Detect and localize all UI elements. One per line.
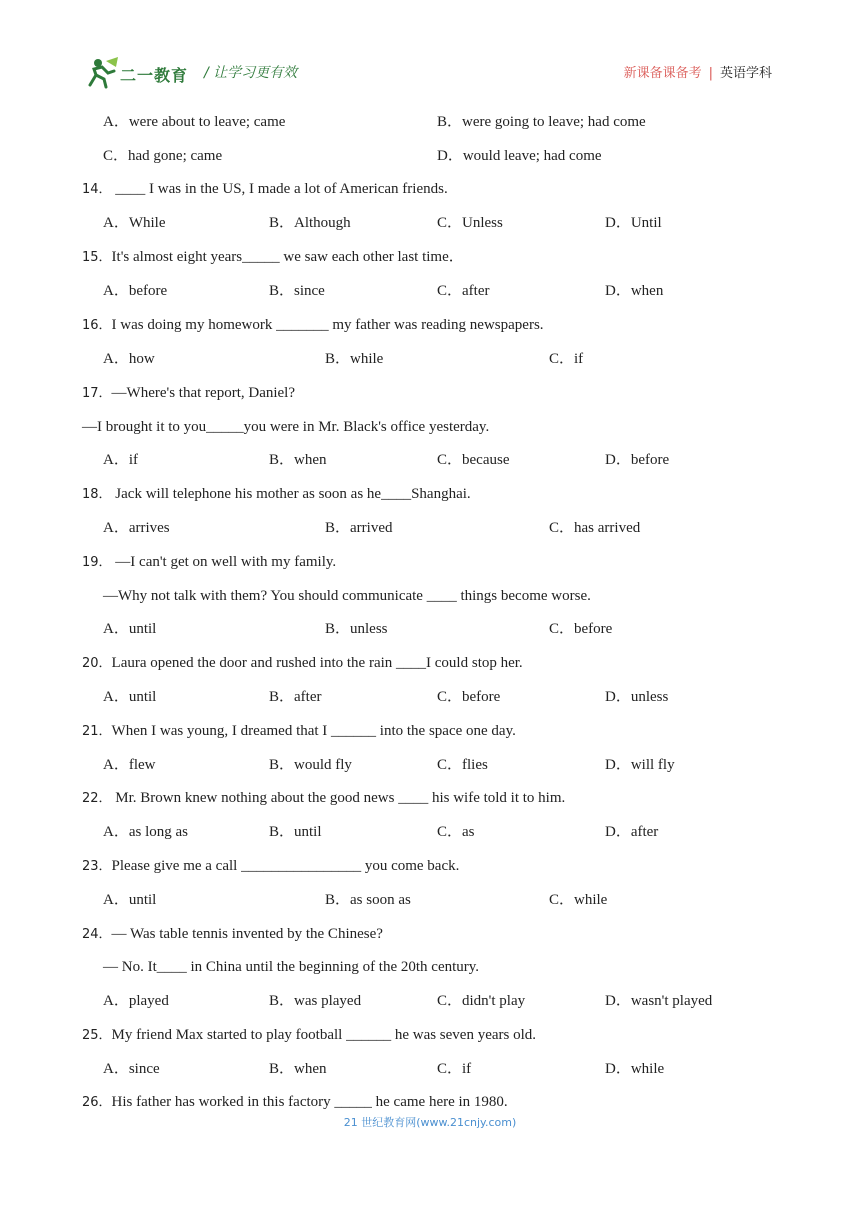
question-26 <box>82 1093 508 1112</box>
question-17 <box>82 384 295 403</box>
q24-option-a: A．played <box>103 993 169 1009</box>
question-text: Laura opened the door and rushed into the rain ____I could stop her. <box>111 655 523 671</box>
q15-option-c: C．after <box>437 283 490 299</box>
q23-option-b: B．as soon as <box>325 892 411 908</box>
q21-option-a: A．flew <box>103 757 156 773</box>
question-text: His father has worked in this factory _____ he came here in 1980. <box>111 1094 508 1110</box>
q23-option-c: C．while <box>549 892 608 908</box>
question-text: Please give me a call ________________ you come back. <box>111 858 460 874</box>
question-number: 20． <box>82 656 112 671</box>
q23-option-a: A．until <box>103 892 157 908</box>
q20-option-a: A．until <box>103 689 157 705</box>
logo-text: 二一教育 <box>120 66 189 85</box>
question-text: My friend Max started to play football ______ he was seven years old. <box>111 1027 537 1043</box>
q16-option-b: B．while <box>325 351 384 367</box>
q19-option-c: C．before <box>549 621 613 637</box>
question-18 <box>82 485 471 504</box>
q19-option-b: B．unless <box>325 621 388 637</box>
header-subject <box>624 62 772 81</box>
q14-option-a: A．While <box>103 215 166 231</box>
question-text: —I brought it to you_____you were in Mr. Black's office yesterday. <box>82 419 490 435</box>
question-17-line-2 <box>82 418 489 436</box>
q21-option-c: C．flies <box>437 757 488 773</box>
q16-option-c: C．if <box>549 351 584 367</box>
question-text: Jack will telephone his mother as soon as he____Shanghai. <box>111 486 471 502</box>
question-text: ____ I was in the US, I made a lot of American friends. <box>111 181 448 197</box>
slogan: / 让学习更有效 <box>204 65 298 81</box>
question-number: 17． <box>82 386 112 401</box>
q21-option-b: B．would fly <box>269 757 352 773</box>
question-number: 18． <box>82 487 112 502</box>
q22-option-a: A．as long as <box>103 824 188 840</box>
q25-option-a: A．since <box>103 1061 160 1077</box>
q25-option-b: B．when <box>269 1061 327 1077</box>
question-14 <box>82 180 448 199</box>
question-number: 24． <box>82 927 112 942</box>
page-footer: 21 世纪教育网(www.21cnjy.com) <box>343 1116 517 1129</box>
question-text: —I can't get on well with my family. <box>111 554 337 570</box>
question-23 <box>82 857 459 876</box>
question-24 <box>82 925 383 944</box>
question-text: Mr. Brown knew nothing about the good news ____ his wife told it to him. <box>111 790 566 806</box>
question-text: — Was table tennis invented by the Chinese? <box>111 926 383 942</box>
question-21 <box>82 722 516 741</box>
q18-option-b: B．arrived <box>325 520 393 536</box>
question-20 <box>82 654 523 673</box>
q20-option-b: B．after <box>269 689 322 705</box>
q20-option-c: C．before <box>437 689 501 705</box>
q24-option-d: D．wasn't played <box>605 993 713 1009</box>
q18-option-a: A．arrives <box>103 520 170 536</box>
q22-option-c: C．as <box>437 824 475 840</box>
q14-option-c: C．Unless <box>437 215 503 231</box>
q15-option-a: A．before <box>103 283 168 299</box>
header-separator: | <box>708 66 713 81</box>
question-number: 25． <box>82 1028 112 1043</box>
question-text: It's almost eight years_____ we saw each other last time． <box>111 249 464 265</box>
q14-option-d: D．Until <box>605 215 662 231</box>
question-number: 23． <box>82 859 112 874</box>
q22-option-d: D．after <box>605 824 659 840</box>
question-22 <box>82 789 565 808</box>
question-number: 19． <box>82 555 112 570</box>
q13-option-b: B．were going to leave; had come <box>437 114 646 130</box>
question-number: 15． <box>82 250 112 265</box>
question-25 <box>82 1026 536 1045</box>
q17-option-d: D．before <box>605 452 670 468</box>
q16-option-a: A．how <box>103 351 155 367</box>
q15-option-b: B．since <box>269 283 325 299</box>
q14-option-b: B．Although <box>269 215 351 231</box>
page-header <box>0 0 860 100</box>
question-number: 22． <box>82 791 112 806</box>
q25-option-c: C．if <box>437 1061 472 1077</box>
question-number: 14． <box>82 182 112 197</box>
q17-option-a: A．if <box>103 452 138 468</box>
question-number: 26． <box>82 1095 112 1110</box>
question-19 <box>82 553 336 572</box>
question-19-line-2 <box>103 587 591 605</box>
question-number: 21． <box>82 724 112 739</box>
q19-option-a: A．until <box>103 621 157 637</box>
question-number: 16． <box>82 318 112 333</box>
question-15 <box>82 248 464 267</box>
q24-option-b: B．was played <box>269 993 362 1009</box>
question-text: When I was young, I dreamed that I ______ into the space one day. <box>111 723 516 739</box>
q13-option-a: A．were about to leave; came <box>103 114 286 130</box>
q15-option-d: D．when <box>605 283 664 299</box>
q20-option-d: D．unless <box>605 689 669 705</box>
question-text: — No. It____ in China until the beginning of the 20th century. <box>103 959 480 975</box>
header-red-text: 新课备课备考 <box>623 66 702 81</box>
q25-option-d: D．while <box>605 1061 665 1077</box>
q17-option-c: C．because <box>437 452 510 468</box>
question-16 <box>82 316 544 335</box>
question-24-line-2 <box>103 958 479 976</box>
header-subject-text: 英语学科 <box>719 66 772 81</box>
q22-option-b: B．until <box>269 824 322 840</box>
q18-option-c: C．has arrived <box>549 520 641 536</box>
q24-option-c: C．didn't play <box>437 993 526 1009</box>
question-text: I was doing my homework _______ my father was reading newspapers. <box>111 317 544 333</box>
q13-option-d: D．would leave; had come <box>437 148 602 164</box>
q13-option-c: C．had gone; came <box>103 148 223 164</box>
question-text: —Where's that report, Daniel? <box>111 385 296 401</box>
q17-option-b: B．when <box>269 452 327 468</box>
q21-option-d: D．will fly <box>605 757 675 773</box>
question-text: —Why not talk with them? You should communicate ____ things become worse. <box>103 588 591 604</box>
